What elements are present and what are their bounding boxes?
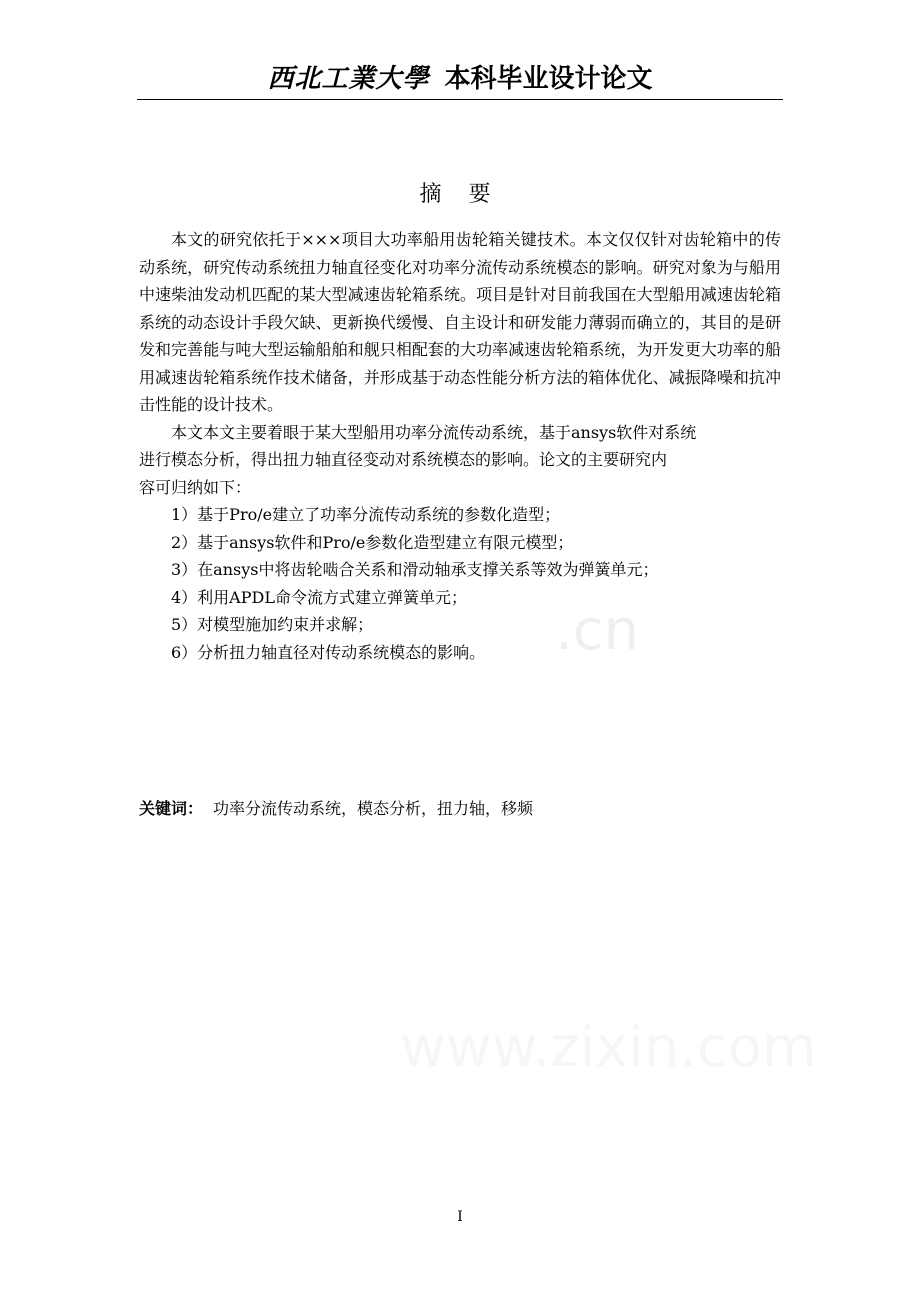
abstract-body bbox=[139, 226, 781, 666]
page-number: I bbox=[457, 1209, 463, 1225]
keywords-label: 关键词： bbox=[139, 799, 204, 818]
abstract-paragraph-2-line-1: 本文本文主要着眼于某大型船用功率分流传动系统，基于ansys软件对系统 bbox=[171, 422, 697, 442]
list-item: 4）利用APDL命令流方式建立弹簧单元； bbox=[171, 587, 467, 607]
keywords-value: 功率分流传动系统，模态分析，扭力轴，移频 bbox=[213, 799, 534, 818]
list-item: 2）基于ansys软件和Pro/e参数化造型建立有限元模型； bbox=[171, 532, 574, 552]
abstract-heading: 摘 要 bbox=[419, 182, 501, 207]
list-item: 6）分析扭力轴直径对传动系统模态的影响。 bbox=[171, 642, 486, 662]
header-title: 本科毕业设计论文 bbox=[444, 64, 653, 94]
header-divider bbox=[137, 99, 783, 100]
list-item: 5）对模型施加约束并求解； bbox=[171, 615, 374, 634]
page-header bbox=[137, 58, 783, 100]
watermark-faint bbox=[400, 1015, 817, 1080]
abstract-paragraph-1: 本文的研究依托于×××项目大功率船用齿轮箱关键技术。本文仅仅针对齿轮箱中的传动系统，研究传动系统扭力轴直径变化对功率分流传动系统模态的影响。研究对象为与船用中速柴油发动机匹配的某大型减速齿轮箱系统。项目是针对目前我国在大型船用减速齿轮箱系统的动态设计手段欠缺、更新换代缓慢、自主设计和研发能力薄弱而确立的，其目的是研发和完善能与吨大型运输船舶和舰只相配套的大功率减速齿轮箱系统，为开发更大功率的船用减速齿轮箱系统作技术储备，并形成基于动态性能分析方法的箱体优化、减振降噪和抗冲击性能的设计技术。 bbox=[139, 230, 781, 414]
abstract-paragraph-2-line-3: 容可归纳如下： bbox=[139, 477, 252, 497]
keywords-line bbox=[139, 795, 781, 822]
list-item: 3）在ansys中将齿轮啮合关系和滑动轴承支撑关系等效为弹簧单元； bbox=[171, 560, 659, 579]
watermark: .cn bbox=[555, 598, 640, 663]
abstract-paragraph-2-line-2: 进行模态分析，得出扭力轴直径变动对系统模态的影响。论文的主要研究内 bbox=[139, 450, 668, 469]
university-logo: 西北工業大學 bbox=[267, 64, 430, 94]
list-item: 1）基于Pro/e建立了功率分流传动系统的参数化造型； bbox=[171, 505, 561, 524]
